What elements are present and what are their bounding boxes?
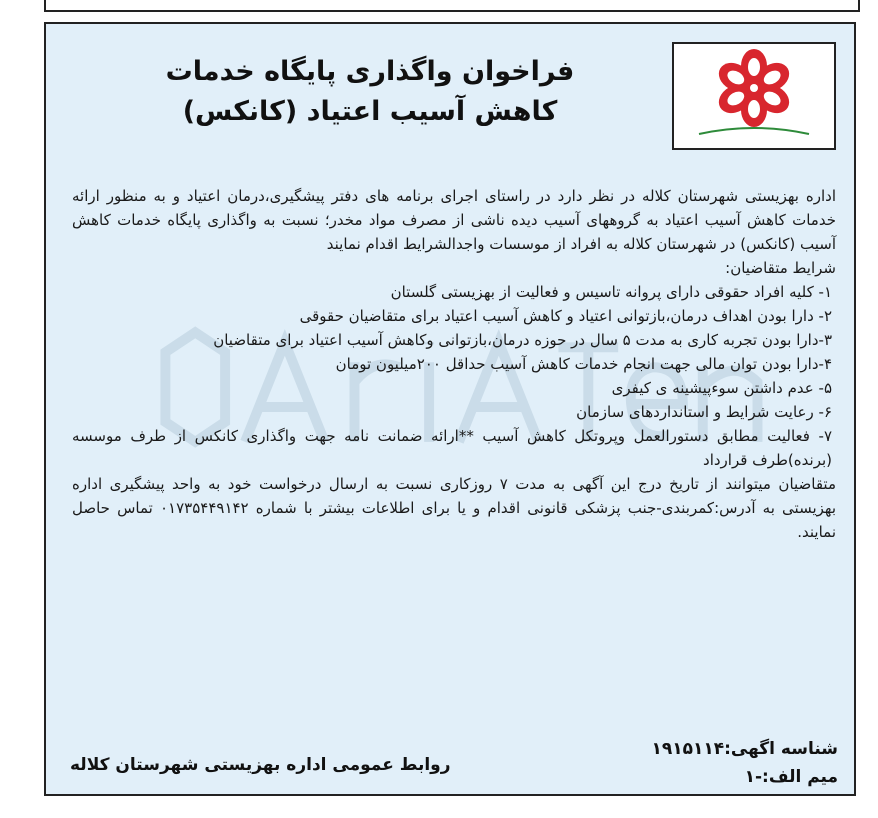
condition-item: ۴-دارا بودن توان مالی جهت انجام خدمات کاهش آسیب حداقل ۲۰۰میلیون تومان [335, 355, 832, 373]
behzisti-flower-logo-icon [679, 48, 829, 144]
title-line-2: کاهش آسیب اعتیاد (کانکس) [182, 96, 558, 127]
condition-item: ۱- کلیه افراد حقوقی دارای پروانه تاسیس و فعالیت از بهزیستی گلستان [390, 283, 832, 301]
conditions-list [72, 280, 836, 472]
title-line-1: فراخوان واگذاری پایگاه خدمات [165, 56, 575, 87]
announcement-footer [66, 734, 838, 790]
announcement-body [72, 184, 836, 544]
condition-item: ۷- فعالیت مطابق دستورالعمل وپروتکل کاهش آسیب **ارائه ضمانت نامه جهت واگذاری کانکس از طرف موسسه (برنده)طرف قرارداد [72, 427, 832, 469]
announcement-box [44, 22, 856, 796]
ad-id: شناسه اگهی:۱۹۱۵۱۱۴ [651, 739, 838, 759]
closing-paragraph: متقاضیان میتوانند از تاریخ درج این آگهی به مدت ۷ روزکاری نسبت به ارسال درخواست خود به واحد پیشگیری اداره بهزیستی به آدرس:کمربندی-جنب پزشکی قانونی اقدام و یا برای اطلاعات بیشتر با شماره ۰۱۷۳۵۴۴۹۱۴۲ تماس حاصل نمایند. [72, 475, 837, 541]
intro-paragraph: اداره بهزیستی شهرستان کلاله در نظر دارد در راستای اجرای برنامه های دفتر پیشگیری،درمان اعتیاد و به منظور ارائه خدمات کاهش آسیب اعتیاد به گروههای آسیب دیده ناشی از مصرف مواد مخدر؛ نسبت به واگذاری پایگاه خدمات کاهش آسیب (کانکس) در شهرستان کلاله به افراد از موسسات واجدالشرایط اقدام نمایند [72, 187, 836, 253]
condition-item: ۲- دارا بودن اهداف درمان،بازتوانی اعتیاد و کاهش آسیب اعتیاد برای متقاضیان حقوقی [299, 307, 832, 325]
publisher-name: روابط عمومی اداره بهزیستی شهرستان کلاله [70, 755, 451, 775]
conditions-heading: شرایط متقاضیان: [725, 259, 836, 277]
condition-item: ۳-دارا بودن تجربه کاری به مدت ۵ سال در حوزه درمان،بازتوانی وکاهش آسیب اعتیاد برای متقاضیان [213, 331, 832, 349]
logo-box [672, 42, 836, 150]
announcement-title [106, 52, 634, 132]
previous-ad-edge [44, 0, 860, 12]
condition-item: ۶- رعایت شرایط و استانداردهای سازمان [576, 403, 832, 421]
condition-item: ۵- عدم داشتن سوءپیشینه ی کیفری [611, 379, 832, 397]
ad-code: میم الف:-۱ [744, 767, 838, 787]
